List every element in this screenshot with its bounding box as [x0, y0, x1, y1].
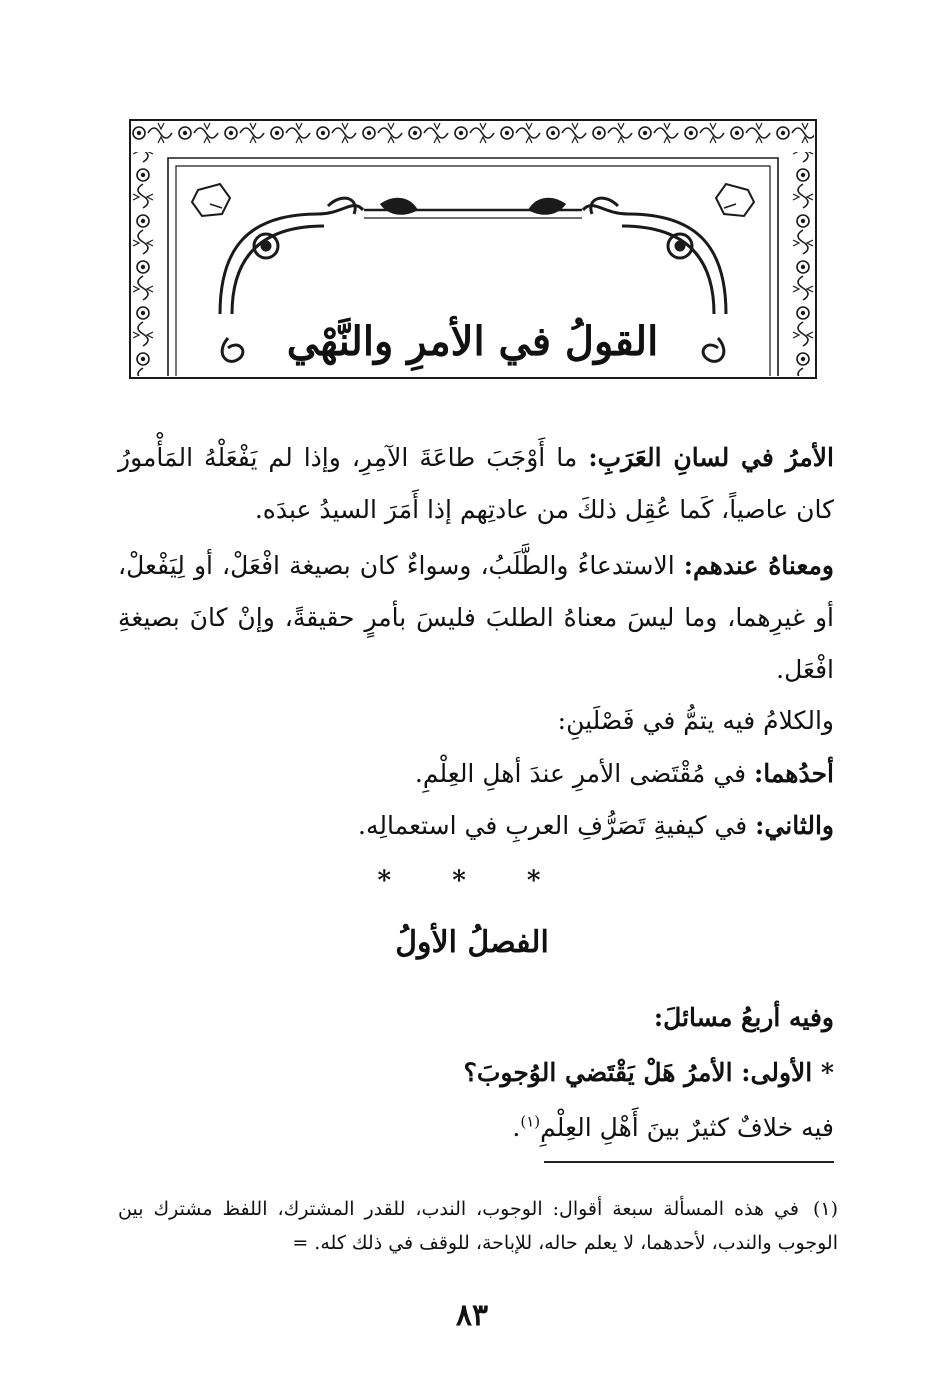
second-section-line	[358, 800, 834, 852]
first-question: * الأولى: الأمرُ هَلْ يَقْتَضي الوُجوبَ؟	[463, 1058, 834, 1087]
meaning-text: الاستدعاءُ والطَّلَبُ، وسواءٌ كان بصيغة افْعَلْ، أو لِيَفْعلْ، أو غيرِهما، وما ليسَ معناهُ الطلبَ فليسَ بأمرٍ حقيقةً، وإنْ كانَ بصيغةِ افْعَل.	[118, 551, 834, 684]
section-title: الفصلُ الأولُ	[395, 925, 549, 960]
footnote-text: في هذه المسألة سبعة أقوال: الوجوب، الندب، للقدر المشترك، اللفظ مشترك بين الوجوب والندب، لأحدهما، لا يعلم حاله، للإباحة، للوقف في ذلك كله. =	[118, 1198, 838, 1254]
dispute-end: .	[512, 1113, 521, 1142]
first-section-line	[415, 748, 834, 800]
footnote	[118, 1192, 838, 1260]
meaning-term: ومعناهُ عندهم:	[683, 551, 834, 580]
first-section-text: في مُقْتَضى الأمرِ عندَ أهلِ العِلْمِ.	[414, 759, 754, 788]
second-section-text: في كيفيةِ تَصَرُّفِ العربِ في استعمالِه.	[358, 811, 756, 840]
chapter-title: القولُ في الأمرِ والنَّهْي	[286, 318, 659, 365]
first-section-label: أحدُهما:	[753, 759, 834, 788]
footnote-reference: (١)	[520, 1112, 541, 1131]
footnote-divider	[544, 1161, 834, 1163]
section-separator: * * *	[377, 866, 567, 896]
page-number: ٨٣	[455, 1298, 489, 1333]
two-sections-line: والكلامُ فيه يتمُّ في فَصْلَينِ:	[557, 706, 834, 735]
dispute-text: فيه خلافٌ كثيرٌ بينَ أَهْلِ العِلْمِ	[540, 1113, 834, 1142]
questions-intro: وفيه أربعُ مسائلَ:	[653, 1003, 834, 1032]
second-section-label: والثاني:	[755, 811, 834, 840]
meaning-paragraph	[118, 540, 834, 696]
intro-term: الأمرُ في لسانِ العَرَبِ:	[588, 443, 835, 472]
intro-paragraph	[118, 432, 834, 536]
intro-text: ما أَوْجَبَ طاعَةَ الآمِرِ، وإذا لم يَفْعَلْهُ المَأْمورُ كان عاصياً، كَما عُقِل ذلكَ من عادتِهم إذا أَمَرَ السيدُ عبدَه.	[118, 443, 834, 524]
footnote-number: (١)	[812, 1198, 838, 1220]
dispute-line	[512, 1102, 834, 1154]
